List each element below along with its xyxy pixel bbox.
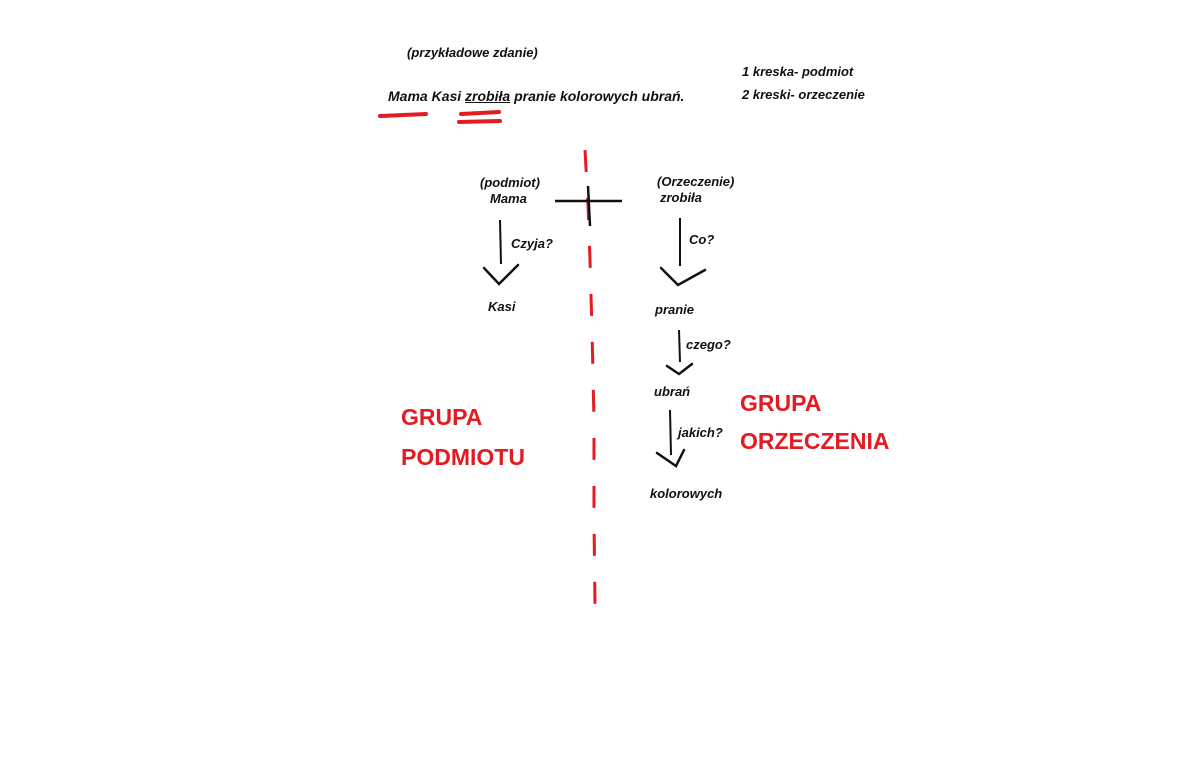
predicate-double-underline-2: [459, 121, 500, 122]
subject-group-title-line-2: PODMIOTU: [401, 444, 525, 470]
predicate-group-title-line-2: ORZECZENIA: [740, 428, 890, 454]
subject-group-title-line-1: GRUPA: [401, 404, 483, 430]
predicate-arrow-2-shaft: [679, 330, 680, 362]
sentence-subject-word: Mama: [388, 88, 428, 104]
subject-role-label: (podmiot): [480, 175, 540, 190]
predicate-group-title-line-1: GRUPA: [740, 390, 822, 416]
predicate-answer-3: kolorowych: [650, 486, 723, 501]
predicate-role-label: (Orzeczenie): [657, 174, 735, 189]
predicate-question-2: czego?: [686, 337, 731, 352]
predicate-question-1: Co?: [689, 232, 715, 247]
connector-cross-tick: [588, 186, 590, 226]
sentence-rest: pranie kolorowych ubrań.: [514, 88, 685, 104]
subject-answer: Kasi: [488, 299, 516, 314]
example-heading: (przykładowe zdanie): [407, 45, 538, 60]
predicate-question-3: jakich?: [678, 425, 723, 440]
sentence-attr-word: Kasi: [431, 88, 462, 104]
subject-arrow-shaft: [500, 220, 501, 264]
subject-word: Mama: [490, 191, 527, 206]
predicate-arrow-1-head: [661, 268, 705, 285]
sentence-predicate-word: zrobiła: [465, 88, 511, 104]
legend-line-2: 2 kreski- orzeczenie: [742, 87, 865, 102]
legend-line-1: 1 kreska- podmiot: [742, 64, 854, 79]
predicate-arrow-3-shaft: [670, 410, 671, 455]
subject-underline: [380, 114, 426, 116]
predicate-double-underline-1: [461, 112, 499, 114]
predicate-answer-2: ubrań: [654, 384, 691, 399]
predicate-answer-1: pranie: [655, 302, 695, 317]
subject-question: Czyja?: [511, 236, 553, 251]
subject-arrow-head: [484, 265, 518, 284]
predicate-word: zrobiła: [660, 190, 702, 205]
predicate-arrow-2-head: [667, 364, 692, 374]
